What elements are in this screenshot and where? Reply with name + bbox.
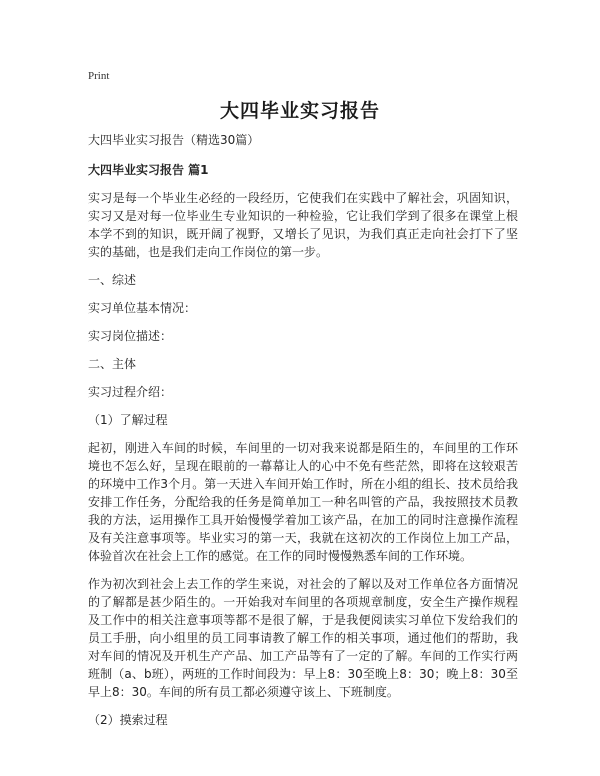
document-subtitle: 大四毕业实习报告（精选30篇） <box>88 133 260 147</box>
print-link[interactable]: Print <box>88 70 110 82</box>
subheading-understanding: （1）了解过程 <box>88 413 168 427</box>
section-heading: 大四毕业实习报告 篇1 <box>88 163 209 177</box>
intro-paragraph: 实习是每一个毕业生必经的一段经历，它使我们在实践中了解社会，巩固知识，实习又是对每一位毕业生专业知识的一种检验，它让我们学到了很多在课堂上根本学不到的知识，既开阔了视野，又增长了见识，为我们真正走向社会打下了坚实的基础，也是我们走向工作岗位的第一步。 <box>88 191 518 259</box>
label-process-intro: 实习过程介绍： <box>88 385 173 399</box>
paragraph-learning-rules: 作为初次到社会上去工作的学生来说，对社会的了解以及对工作单位各方面情况的了解都是甚少陌生的。一开始我对车间里的各项规章制度，安全生产操作规程及工作中的相关注意事项等都不是很了解，于是我便阅读实习单位下发给我们的员工手册，向小组里的员工同事请教了解工作的相关事项，通过他们的帮助，我对车间的情况及开机生产产品、加工产品等有了一定的了解。车间的工作实行两班制（a、b班），两班的工作时间段为：早上8：30至晚上8：30；晚上8：30至早上8：30。车间的所有员工都必须遵守该上、下班制度。 <box>88 577 518 699</box>
label-position-description: 实习岗位描述： <box>88 329 173 343</box>
paragraph-first-days: 起初，刚进入车间的时候，车间里的一切对我来说都是陌生的，车间里的工作环境也不怎么好，呈现在眼前的一幕幕让人的心中不免有些茫然，即将在这较艰苦的环境中工作3个月。第一天进入车间开始工作时，所在小组的组长、技术员给我安排工作任务，分配给我的任务是简单加工一种名叫管的产品，我按照技术员教我的方法，运用操作工具开始慢慢学着加工该产品，在加工的同时注意操作流程及有关注意事项等。毕业实习的第一天，我就在这初次的工作岗位上加工产品，体验首次在社会上工作的感觉。在工作的同时慢慢熟悉车间的工作环境。 <box>88 441 518 563</box>
document-title: 大四毕业实习报告 <box>219 100 380 122</box>
subheading-exploring: （2）摸索过程 <box>88 713 168 727</box>
heading-main-body: 二、主体 <box>88 357 137 371</box>
label-company-info: 实习单位基本情况： <box>88 301 197 315</box>
heading-overview: 一、综述 <box>88 273 137 287</box>
document-body <box>88 131 518 739</box>
